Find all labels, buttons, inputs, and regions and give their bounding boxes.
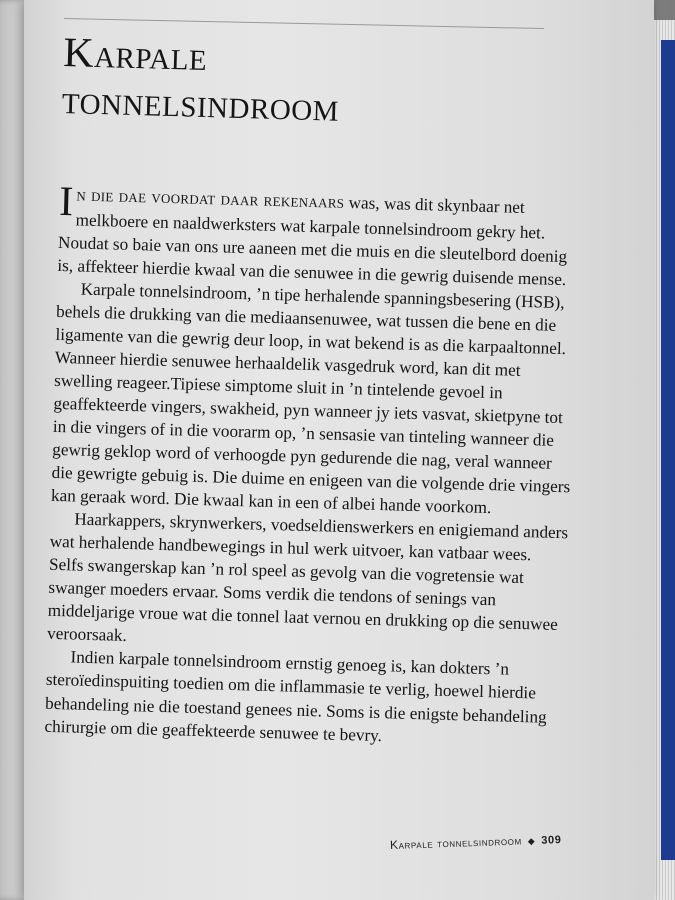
paragraph-4: Indien karpale tonnelsindroom ernstig genoeg is, kan dokters ’n steroïedinspuiting toedien om die inflammasie te verlig, hoewel hierdie behandeling nie die toestand genees nie. Soms is die enigste behandeling chirurgie om die geaffekteerde senuwee te bevry. [44,647,547,745]
page-number: 309 [541,834,562,847]
drop-cap: I [58,179,74,226]
running-title: Karpale tonnelsindroom [389,833,522,852]
book-page [24,0,654,900]
paragraph-1-text: was, was dit skynbaar net melkboere en naaldwerksters wat karpale tonnelsindroom gekry het. Noudat so baie van ons ure aaneen met die muis en die sleutelbord doenig is, affekteer hierdie kwaal van die senuwee in die gewrig duisende mense. [57,192,568,289]
paragraph-3: Haarkappers, skrynwerkers, voedseldienswerkers en enigiemand anders wat herhalende handbewegings in hul werk uitvoer, kan vatbaar wees. Selfs swangerskap kan ’n rol speel as gevolg van die vogretensie wat swanger moeders ervaar. Soms verdik die tendons of senings van middeljarige vroue wat die tonnel laat vernou en drukking op die senuwee veroorsaak. [46,509,569,646]
top-rule [64,18,544,29]
body-text [44,179,579,752]
chapter-title [61,30,583,139]
diamond-icon: ◆ [527,835,536,847]
paragraph-1 [57,179,579,291]
lead-words: n die dae voordat daar rekenaars [76,184,345,213]
book-cover-edge [661,40,675,860]
title-line-2: tonnelsindroom [61,77,340,131]
paragraph-2: Karpale tonnelsindroom, ’n tipe herhalende spanningsbesering (HSB), behels die drukking van die mediaansenuwee, wat tussen die bene en die ligamente van die gewrig deur loop, in wat bekend is as die karpaaltonnel. Wanneer hierdie senuwee herhaaldelik vasgedruk word, kan dit met swelling reageer.Tipiese simptome sluit in ’n tintelende gevoel in geaffekteerde vingers, swakheid, pyn wanneer jy iets vasvat, skietpyne tot in die vingers of in die voorarm op, ’n sensasie van tinteling wanneer die gewrig geklop word of verhoogde pyn gedurende die nag, veral wanneer die gewrigte gebuig is. Die duime en enigeen van die volgende drie vingers kan geraak word. Die kwaal kan in een of albei hande voorkom. [50,279,571,518]
title-line-1: Karpale [62,30,208,81]
page-content [44,30,584,752]
